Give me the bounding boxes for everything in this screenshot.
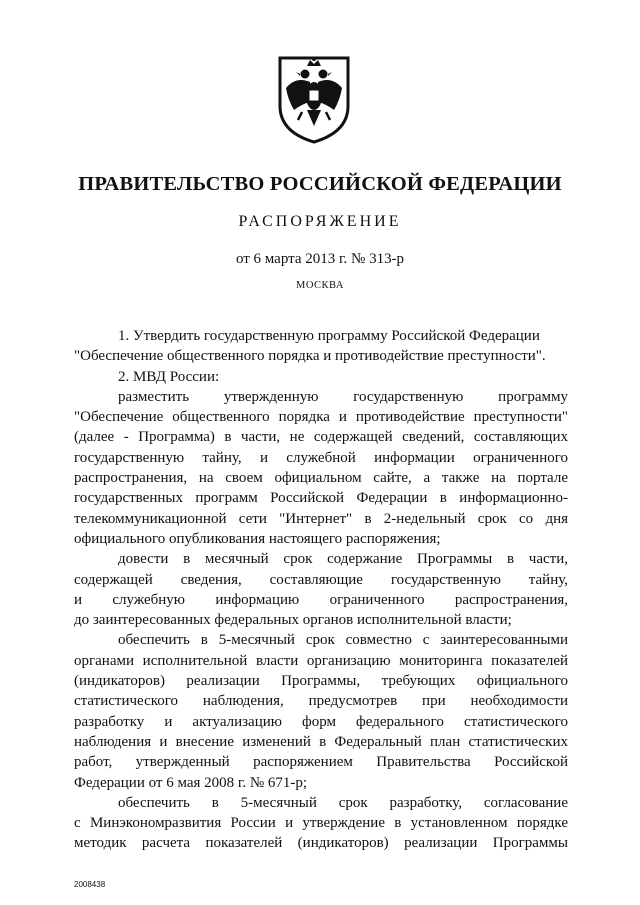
text-line: довести в месячный срок содержание Программы в части,: [118, 551, 568, 568]
text-line: "Обеспечение общественного порядка и противодействие преступности": [74, 409, 568, 426]
text-line: Федерации от 6 мая 2008 г. № 671-р;: [74, 774, 308, 791]
text-line: до заинтересованных федеральных органов исполнительной власти;: [74, 612, 512, 629]
text-line: официального опубликования настоящего распоряжения;: [74, 530, 441, 547]
text-line: и служебную информацию ограниченного распространения,: [74, 591, 568, 608]
text-line: государственную тайну, и служебной информации ограниченного: [74, 449, 568, 466]
text-line: с Минэкономразвития России и утверждение в установленном порядке: [74, 815, 568, 832]
document-code: 2008438: [74, 880, 106, 889]
text-line: распространения, на своем официальном сайте, а также на портале: [74, 470, 568, 487]
text-line: содержащей сведения, составляющие государственную тайну,: [74, 571, 568, 588]
text-line: 1. Утвердить государственную программу Российской Федерации: [118, 328, 540, 344]
text-line: телекоммуникационной сети "Интернет" в 2-недельный срок со дня: [74, 510, 568, 527]
document-date-number: от 6 марта 2013 г. № 313-р: [235, 251, 405, 267]
text-line: "Обеспечение общественного порядка и противодействие преступности".: [74, 348, 546, 365]
document-city: МОСКВА: [296, 280, 344, 291]
text-line: государственных программ Российской Федерации в информационно-: [74, 490, 568, 507]
text-line: статистического наблюдения, предусмотрев при необходимости: [74, 693, 568, 710]
text-line: работ, утвержденный распоряжением Правительства Российской: [74, 754, 568, 771]
text-line: органами исполнительной власти организацию мониторинга показателей: [74, 652, 568, 669]
document-body: [74, 326, 568, 854]
text-line: методик расчета показателей (индикаторов) реализации Программы: [74, 835, 568, 852]
text-line: 2. МВД России:: [118, 368, 220, 385]
text-line: обеспечить в 5-месячный срок совместно с заинтересованными: [118, 632, 568, 649]
government-title: ПРАВИТЕЛЬСТВО РОССИЙСКОЙ ФЕДЕРАЦИИ: [78, 173, 562, 195]
text-line: разместить утвержденную государственную программу: [118, 388, 568, 405]
coat-of-arms-icon: [274, 54, 354, 144]
text-line: обеспечить в 5-месячный срок разработку, согласование: [118, 794, 568, 811]
document-type: РАСПОРЯЖЕНИЕ: [238, 213, 402, 230]
text-line: (индикаторов) реализации Программы, требующих официального: [74, 673, 568, 690]
text-line: разработку и актуализацию форм федерального статистического: [74, 713, 568, 730]
text-line: наблюдения и внесение изменений в Федеральный план статистических: [74, 733, 568, 750]
text-line: (далее - Программа) в части, не содержащей сведений, составляющих: [74, 429, 568, 446]
